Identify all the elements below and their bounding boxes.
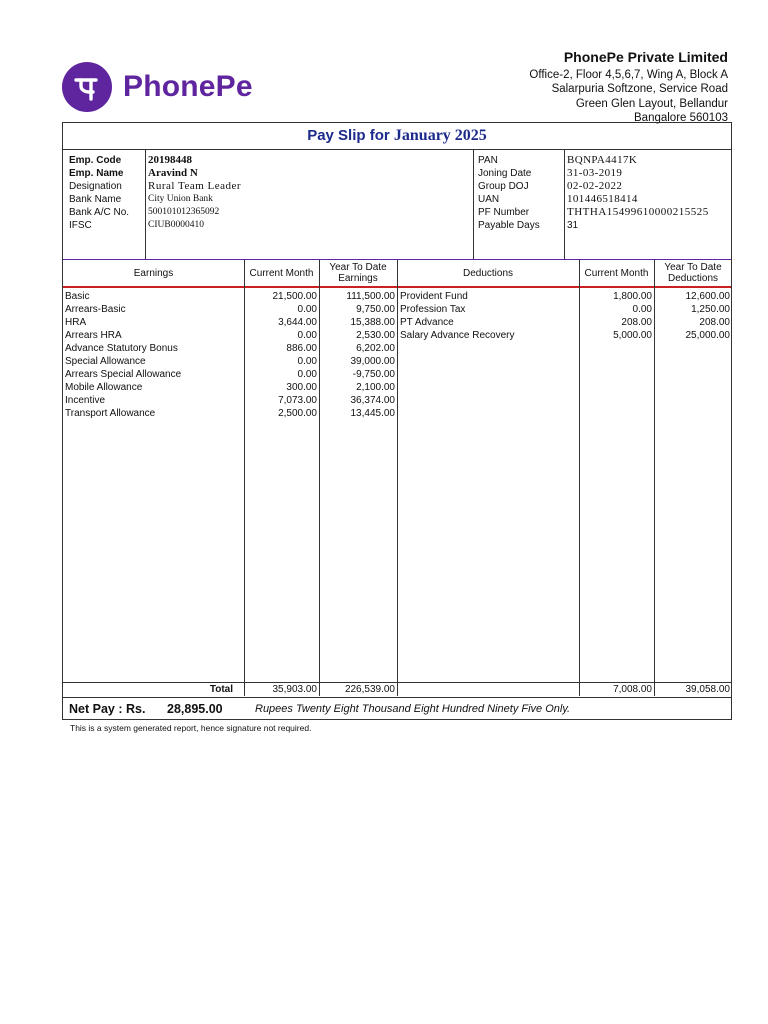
deduction-names [400, 290, 576, 342]
deduction-name: PT Advance [400, 317, 454, 328]
header-deductions: Deductions [462, 267, 514, 279]
info-label: Payable Days [478, 220, 540, 231]
total-deductions-ytd: 39,058.00 [685, 684, 730, 695]
info-label: Designation [69, 181, 122, 192]
earning-name: Transport Allowance [65, 408, 156, 419]
brand-name: PhonePe [123, 70, 253, 103]
deduction-current: 1,800.00 [613, 291, 652, 302]
earning-ytd: 6,202.00 [356, 343, 395, 354]
header-earnings: Earnings [133, 267, 174, 279]
earning-ytd: 9,750.00 [356, 304, 395, 315]
earning-name: Arrears HRA [65, 330, 122, 341]
earning-current: 300.00 [286, 382, 317, 393]
total-deductions-current: 7,008.00 [613, 684, 652, 695]
header-current-month: Current Month [249, 267, 314, 279]
net-pay-words: Rupees Twenty Eight Thousand Eight Hundred Ninety Five Only. [255, 703, 571, 715]
deduction-ytd: 25,000.00 [685, 330, 730, 341]
total-earnings-ytd: 226,539.00 [344, 684, 395, 695]
joining-date: 31-03-2019 [567, 167, 623, 179]
earning-name: Basic [65, 291, 90, 302]
deduction-ytd: 1,250.00 [691, 304, 730, 315]
deductions-ytd [654, 290, 730, 342]
net-pay-amount: 28,895.00 [167, 702, 223, 716]
info-label: Emp. Code [69, 155, 122, 166]
earnings-ytd [319, 290, 395, 420]
earning-ytd: 39,000.00 [350, 356, 395, 367]
earning-current: 3,644.00 [278, 317, 317, 328]
info-label: Joning Date [478, 168, 532, 179]
info-label: Bank Name [69, 194, 122, 205]
address-line: Bangalore 560103 [634, 112, 728, 124]
earning-name: Incentive [65, 395, 106, 406]
payslip-table [62, 122, 732, 720]
header-ytd-deductions: Year To Date Deductions [664, 262, 722, 284]
info-label: UAN [478, 194, 500, 205]
address-line: Salarpuria Softzone, Service Road [551, 83, 728, 95]
earning-name: Special Allowance [65, 356, 146, 367]
deduction-ytd: 208.00 [699, 317, 730, 328]
employee-left-values [148, 154, 241, 232]
deduction-name: Profession Tax [400, 304, 466, 315]
earnings-names [65, 290, 240, 420]
earning-name: Mobile Allowance [65, 382, 143, 393]
earnings-current [244, 290, 317, 420]
emp-name: Aravind N [148, 167, 198, 179]
payable-days: 31 [567, 220, 579, 231]
earning-ytd: 13,445.00 [350, 408, 395, 419]
earning-current: 2,500.00 [278, 408, 317, 419]
earning-ytd: 2,530.00 [356, 330, 395, 341]
company-logo [62, 62, 253, 112]
earning-ytd: 111,500.00 [346, 291, 395, 302]
deductions-current [579, 290, 652, 342]
earning-current: 0.00 [297, 304, 317, 315]
employee-left-labels [69, 154, 129, 232]
earning-ytd: -9,750.00 [352, 369, 395, 380]
earning-name: HRA [65, 317, 87, 328]
info-label: Bank A/C No. [69, 207, 130, 218]
table-body [63, 288, 731, 682]
designation: Rural Team Leader [148, 180, 242, 192]
uan: 101446518414 [567, 193, 638, 205]
earning-current: 0.00 [297, 330, 317, 341]
earning-current: 0.00 [297, 369, 317, 380]
payslip-title [63, 123, 731, 150]
deduction-ytd: 12,600.00 [685, 291, 730, 302]
employee-right-labels [478, 154, 540, 232]
bank-name: City Union Bank [148, 194, 213, 204]
info-label: PAN [478, 155, 498, 166]
earning-current: 21,500.00 [272, 291, 317, 302]
earning-current: 886.00 [286, 343, 317, 354]
pan: BQNPA4417K [567, 154, 638, 166]
footnote: This is a system generated report, hence signature not required. [70, 723, 312, 733]
deduction-current: 208.00 [621, 317, 652, 328]
header-ytd-earnings: Year To Date Earnings [329, 262, 387, 284]
earning-ytd: 2,100.00 [356, 382, 395, 393]
total-earnings-current: 35,903.00 [272, 684, 317, 695]
phonepe-logo-icon [62, 62, 112, 112]
employee-right-values [567, 154, 709, 232]
earning-ytd: 36,374.00 [350, 395, 395, 406]
earning-current: 7,073.00 [278, 395, 317, 406]
info-label: IFSC [69, 220, 92, 231]
ifsc: CIUB0000410 [148, 220, 204, 230]
info-label: Emp. Name [69, 168, 124, 179]
net-pay-row [63, 698, 731, 720]
group-doj: 02-02-2022 [567, 180, 623, 192]
company-address-block [529, 50, 728, 126]
pf-number: THTHA15499610000215525 [567, 206, 709, 218]
earning-name: Arrears-Basic [65, 304, 126, 315]
employee-info [63, 150, 731, 260]
deduction-current: 5,000.00 [613, 330, 652, 341]
total-label: Total [209, 684, 233, 695]
emp-code: 20198448 [148, 154, 192, 166]
title-month: January 2025 [393, 127, 487, 144]
earning-current: 0.00 [297, 356, 317, 367]
header-current-month-deductions: Current Month [584, 267, 649, 279]
address-line: Office-2, Floor 4,5,6,7, Wing A, Block A [529, 68, 728, 81]
info-label: Group DOJ [478, 181, 529, 192]
earning-name: Arrears Special Allowance [65, 369, 182, 380]
net-pay-label: Net Pay : Rs. [69, 702, 146, 716]
address-line: Green Glen Layout, Bellandur [575, 97, 728, 110]
info-label: PF Number [478, 207, 530, 218]
deduction-current: 0.00 [632, 304, 652, 315]
bank-account: 500101012365092 [148, 207, 220, 217]
total-row [63, 682, 731, 698]
title-prefix: Pay Slip for [307, 127, 390, 144]
earning-ytd: 15,388.00 [350, 317, 395, 328]
company-name: PhonePe Private Limited [563, 49, 728, 65]
deduction-name: Salary Advance Recovery [400, 330, 515, 341]
earning-name: Advance Statutory Bonus [65, 343, 178, 354]
deduction-name: Provident Fund [400, 291, 468, 302]
